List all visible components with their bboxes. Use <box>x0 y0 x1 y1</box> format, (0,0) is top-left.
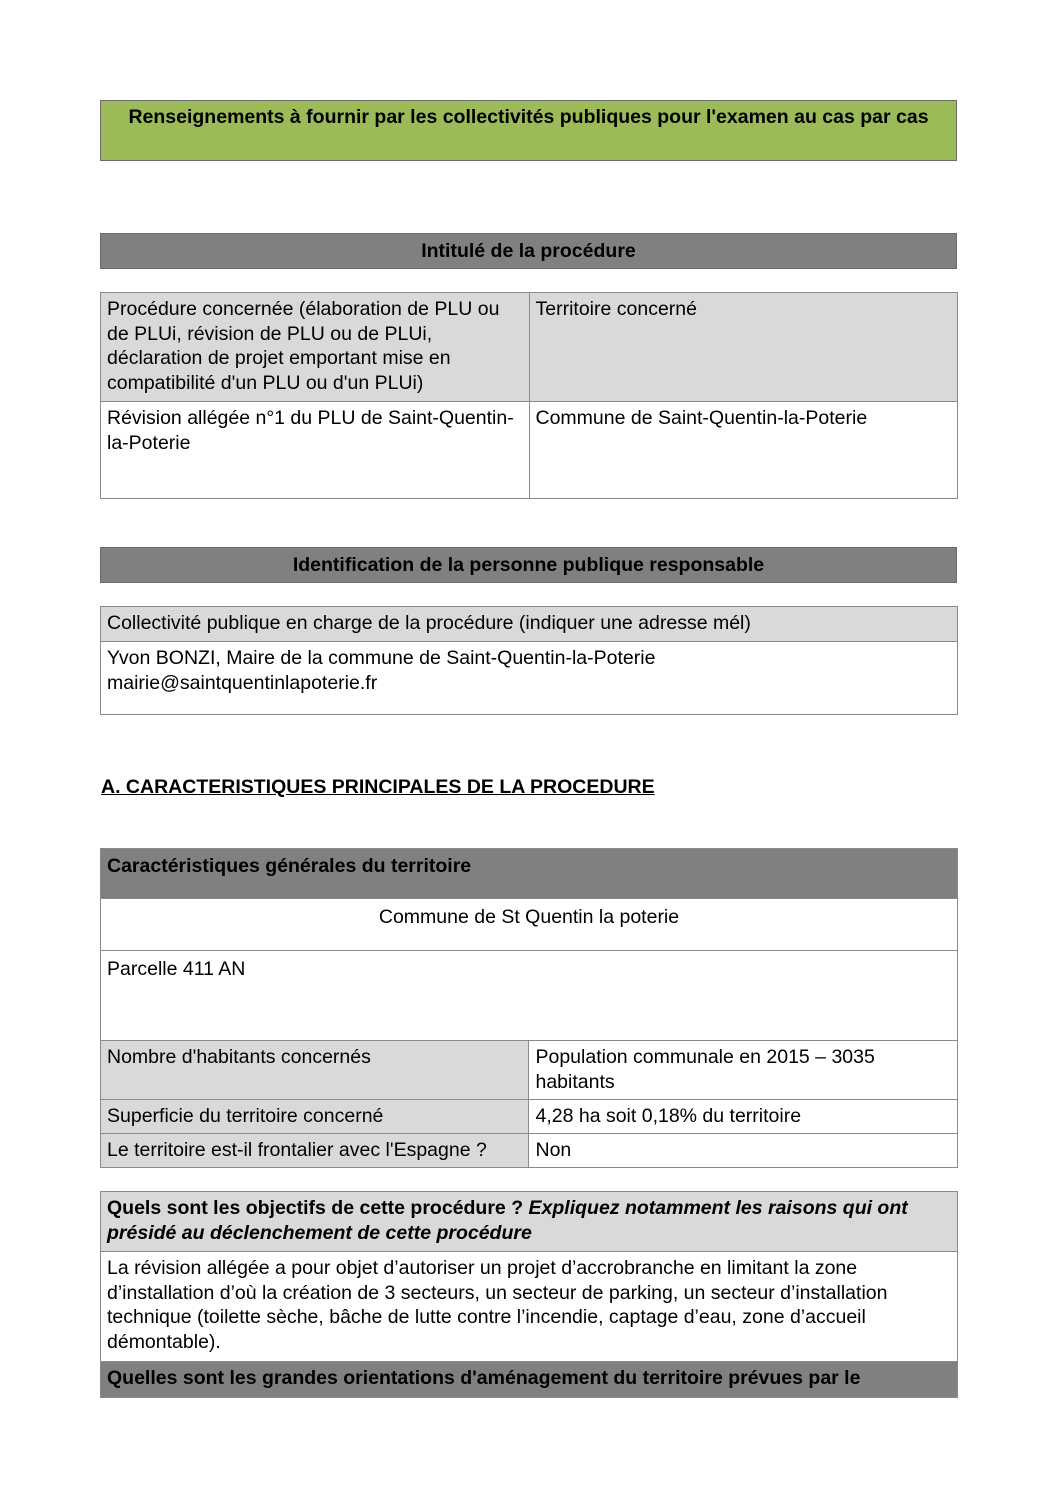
procedure-heading-banner <box>100 233 957 269</box>
objectives-question <box>101 1192 958 1252</box>
table-row <box>101 951 958 1041</box>
parcel-id: Parcelle 411 AN <box>101 951 958 1041</box>
inhabitants-label: Nombre d'habitants concernés <box>101 1041 529 1100</box>
inhabitants-value: Population communale en 2015 – 3035 habitants <box>529 1041 958 1100</box>
territory-label: Territoire concerné <box>529 293 958 402</box>
responsible-name: Yvon BONZI, Maire de la commune de Saint-Quentin-la-Poterie <box>107 647 656 669</box>
objectives-question-hint: Expliquez notamment les raisons qui ont présidé au déclenchement de cette procédure <box>107 1197 908 1244</box>
form-title: Renseignements à fournir par les collectivités publiques pour l'examen au cas par cas <box>128 106 929 128</box>
territory-table <box>100 848 958 1168</box>
area-value: 4,28 ha soit 0,18% du territoire <box>529 1100 958 1134</box>
border-spain-value: Non <box>529 1134 958 1168</box>
table-row <box>101 293 958 402</box>
procedure-type-value: Révision allégée n°1 du PLU de Saint-Quentin-la-Poterie <box>101 402 530 499</box>
procedure-type-label: Procédure concernée (élaboration de PLU ou de PLUi, révision de PLU ou de PLUi, déclaration de projet emportant mise en compatibilité d'un PLU ou d'un PLUi) <box>101 293 530 402</box>
responsible-heading-banner <box>100 547 957 583</box>
table-row <box>101 1252 958 1362</box>
responsible-heading: Identification de la personne publique responsable <box>292 554 765 576</box>
table-row <box>101 1192 958 1252</box>
territory-heading: Caractéristiques générales du territoire <box>101 849 958 899</box>
procedure-table <box>100 292 958 499</box>
responsible-value <box>101 642 958 715</box>
table-row <box>101 1041 958 1100</box>
orientations-question: Quelles sont les grandes orientations d'aménagement du territoire prévues par le <box>101 1362 958 1398</box>
area-label: Superficie du territoire concerné <box>101 1100 529 1134</box>
objectives-table <box>100 1191 958 1398</box>
table-row <box>101 1134 958 1168</box>
border-spain-label: Le territoire est-il frontalier avec l'Espagne ? <box>101 1134 529 1168</box>
responsible-email: mairie@saintquentinlapoterie.fr <box>107 671 378 694</box>
table-row <box>101 1362 958 1398</box>
procedure-heading: Intitulé de la procédure <box>421 240 636 262</box>
territory-value: Commune de Saint-Quentin-la-Poterie <box>529 402 958 499</box>
table-row <box>101 899 958 951</box>
table-row <box>101 849 958 899</box>
table-row <box>101 607 958 642</box>
table-row <box>101 642 958 715</box>
form-title-banner <box>100 100 957 161</box>
responsible-label: Collectivité publique en charge de la procédure (indiquer une adresse mél) <box>101 607 958 642</box>
responsible-table <box>100 606 958 715</box>
objectives-question-text: Quels sont les objectifs de cette procédure ? <box>107 1197 524 1219</box>
objectives-answer: La révision allégée a pour objet d’autoriser un projet d’accrobranche en limitant la zone d’installation d’où la création de 3 secteurs, un secteur de parking, un secteur d’installation technique (toilette sèche, bâche de lutte contre l’incendie, captage d’eau, zone d’accueil démontable). <box>101 1252 958 1362</box>
section-a-title: A. CARACTERISTIQUES PRINCIPALES DE LA PROCEDURE <box>101 776 655 798</box>
table-row <box>101 402 958 499</box>
commune-name: Commune de St Quentin la poterie <box>101 899 958 951</box>
table-row <box>101 1100 958 1134</box>
